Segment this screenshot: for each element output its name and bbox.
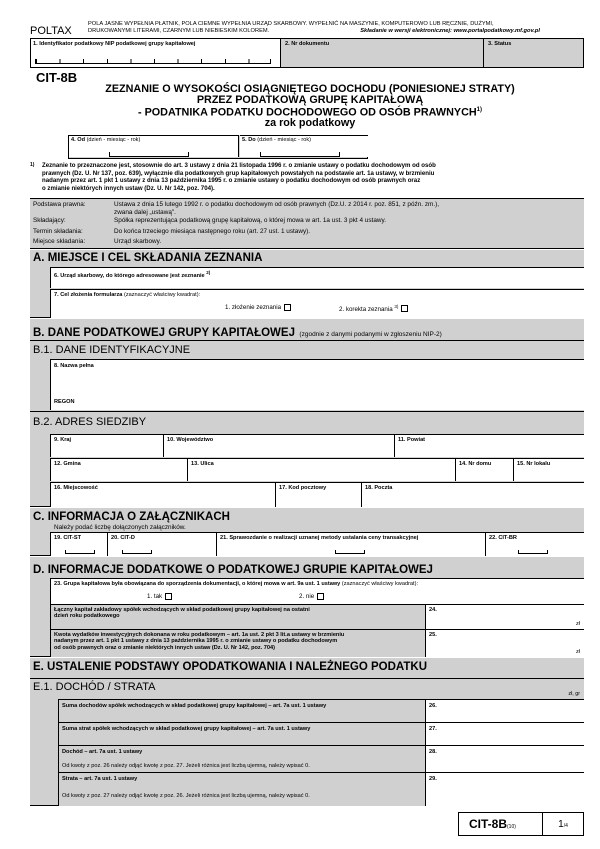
instructions-line-2: DRUKOWANYMI LITERAMI, CZARNYM LUB NIEBIESKIM KOLOREM.	[88, 28, 270, 34]
status-label: 3. Status	[488, 41, 512, 47]
footer-version: (10)	[507, 824, 516, 830]
nip-field[interactable]	[31, 39, 281, 67]
att-cit-br-field[interactable]	[486, 532, 584, 556]
street-label: 13. Ulica	[191, 461, 214, 467]
voivodeship-label: 10. Województwo	[167, 437, 214, 443]
q23-field	[50, 578, 584, 604]
section-c	[30, 508, 584, 556]
row28-hint: Od kwoty z poz. 26 należy odjąć kwotę z poz. 27. Jeżeli różnica jest liczbą ujemną, należy wpisać 0.	[62, 763, 310, 769]
status-field	[485, 39, 583, 67]
top-fields-frame	[30, 38, 584, 68]
att-transfer-price-comb	[335, 550, 365, 554]
poltax-logo: POLTAX	[30, 25, 72, 37]
form-title	[80, 84, 540, 129]
city-label: 16. Miejscowość	[54, 485, 98, 491]
title-line-3: - PODATNIKA PODATKU DOCHODOWEGO OD OSÓB PRAWNYCH$^{1)}$	[137, 106, 483, 119]
footnote-line-3: nadanym przez art. 1 pkt 1 ustawy z dnia 13 października 1995 r. o zmianie ustawy o podatku dochodowym od osób prawnych oraz	[42, 177, 421, 184]
att-cit-d-label: 20. CIT-D	[111, 535, 135, 541]
att-transfer-price-label: 21. Sprawozdanie o realizacji uznanej metody ustalania ceny transakcyjnej	[220, 535, 419, 541]
section-b-title: B. DANE PODATKOWEJ GRUPY KAPITAŁOWEJ	[33, 327, 295, 339]
form-code: CIT-8B	[36, 70, 78, 85]
place-value: Urząd skarbowy.	[114, 238, 162, 245]
title-line-4: za rok podatkowy	[264, 117, 356, 130]
post-office-label: 18. Poczta	[365, 485, 393, 491]
q23-no-label: 2. nie	[299, 593, 315, 600]
purpose-field	[50, 289, 584, 318]
header-instructions	[88, 21, 540, 35]
period-to-hint: (dzień - miesiąc - rok)	[257, 137, 312, 143]
q23-no-checkbox[interactable]	[317, 593, 324, 600]
period-to-label: 5. Do	[242, 137, 256, 143]
row27-value-field[interactable]	[426, 722, 584, 745]
option-correction-checkbox[interactable]	[401, 305, 408, 312]
option-correction[interactable]	[339, 304, 408, 313]
legal-info	[30, 198, 584, 249]
row28-value-field[interactable]	[426, 745, 584, 772]
row27-label-cell	[58, 722, 426, 745]
att-cit-st-field[interactable]	[50, 532, 108, 556]
q23-hint: (zaznaczyć właściwy kwadrat):	[341, 581, 419, 587]
row29-value-field[interactable]	[426, 772, 584, 806]
row28-label-cell	[58, 745, 426, 772]
row24-label-cell	[50, 604, 426, 629]
section-a-title: A. MIEJSCE I CEL SKŁADANIA ZEZNANIA	[33, 252, 263, 264]
q23-label: 23. Grupa kapitałowa była obowiązana do sporządzenia dokumentacji, o której mowa w art. 9a ust. 1 ustawy	[54, 581, 341, 587]
house-number-field[interactable]	[456, 458, 514, 481]
place-label: Miejsce składania:	[33, 238, 86, 245]
page-number	[543, 819, 583, 830]
county-field[interactable]	[395, 434, 584, 457]
full-name-field[interactable]	[50, 359, 584, 410]
section-e1-title: E.1. DOCHÓD / STRATA	[33, 681, 156, 693]
deadline-value: Do końca trzeciego miesiąca następnego roku (art. 27 ust. 1 ustawy).	[114, 228, 311, 235]
period-frame	[68, 135, 368, 159]
row29-number: 29.	[429, 776, 437, 782]
q23-yes-checkbox[interactable]	[165, 593, 172, 600]
section-b2-title: B.2. ADRES SIEDZIBY	[33, 416, 147, 428]
row27-label: Suma strat spółek wchodzących w skład podatkowej grupy kapitałowej – art. 7a ust. 1 ustawy	[62, 726, 311, 732]
att-cit-br-comb	[518, 550, 548, 554]
section-c-title: C. INFORMACJA O ZAŁĄCZNIKACH	[33, 511, 230, 523]
row29-hint: Od kwoty z poz. 27 należy odjąć kwotę z poz. 26. Jeżeli różnica jest liczbą ujemną, należy wpisać 0.	[62, 793, 310, 799]
postcode-field[interactable]	[276, 482, 362, 507]
county-label: 11. Powiat	[398, 437, 426, 443]
commune-field[interactable]	[50, 458, 188, 481]
row25-value-field[interactable]	[426, 629, 584, 657]
page-current: 1	[558, 818, 564, 830]
row29-label-cell	[58, 772, 426, 806]
q23-option-yes[interactable]	[147, 593, 172, 600]
row26-value-field[interactable]	[426, 699, 584, 722]
b2-divider	[30, 411, 584, 412]
basis-label: Podstawa prawna:	[33, 201, 86, 208]
section-b	[30, 319, 584, 507]
att-cit-br-label: 22. CIT-BR	[489, 535, 517, 541]
filer-value: Spółka reprezentująca podatkową grupę kapitałową, o której mowa w art. 1a ust. 3 pkt 4 ustawy.	[114, 217, 386, 224]
row26-label: Suma dochodów spółek wchodzących w skład podatkowej grupy kapitałowej – art. 7a ust. 1 ustawy	[62, 703, 327, 709]
filer-label: Składający:	[33, 217, 66, 224]
period-from-field[interactable]	[69, 135, 239, 157]
tax-office-label: 6. Urząd skarbowy, do którego adresowane jest zeznanie	[54, 272, 205, 279]
row24-number: 24.	[429, 607, 437, 613]
row24-label-line-1: Łączny kapitał zakładowy spółek wchodzących w skład podatkowej grupy kapitałowej na ostatni	[54, 607, 310, 613]
full-name-label: 8. Nazwa pełna	[54, 363, 94, 369]
postcode-label: 17. Kod pocztowy	[279, 485, 327, 491]
period-to-field[interactable]	[240, 135, 368, 157]
row28-number: 28.	[429, 749, 437, 755]
row24-currency: zł	[575, 621, 580, 627]
b1-divider	[30, 340, 584, 341]
row25-number: 25.	[429, 632, 437, 638]
basis-value-line-2: zwana dalej „ustawą".	[114, 209, 176, 216]
nip-comb	[35, 59, 271, 64]
post-office-field[interactable]	[362, 482, 584, 507]
page-total: /4	[563, 822, 568, 829]
title-footnote-ref: 1)	[476, 107, 483, 113]
att-cit-st-label: 19. CIT-ST	[54, 535, 82, 541]
row26-number: 26.	[429, 703, 437, 709]
street-field[interactable]	[188, 458, 456, 481]
tax-office-footnote-ref: 2)	[206, 270, 211, 275]
voivodeship-field[interactable]	[164, 434, 395, 457]
period-from-label: 4. Od	[71, 137, 85, 143]
row26-label-cell	[58, 699, 426, 722]
section-b-note: (zgodnie z danymi podanymi w zgłoszeniu NIP-2)	[299, 331, 442, 338]
footer-form-code	[459, 813, 543, 835]
att-cit-d-field[interactable]	[108, 532, 217, 556]
row29-label: Strata – art. 7a ust. 1 ustawy	[62, 776, 138, 782]
row25-label-line-1: Kwota wydatków inwestycyjnych dokonana w roku podatkowym – art. 1a ust. 2 pkt 3 lit.a ustawy w brzmieniu	[54, 632, 345, 638]
footnote-line-2: prawnych (Dz. U. Nr 137, poz. 639), wyłącznie dla podatkowych grup kapitałowych powstałych na podstawie art. 1a ustawy, w brzmieniu	[42, 169, 435, 177]
footnote-line-1: Zeznanie to przeznaczone jest, stosownie do art. 3 ustawy z dnia 21 listopada 1996 r. o zmianie ustawy o podatku dochodowym od osób	[42, 162, 436, 169]
document-number-label: 2. Nr dokumentu	[285, 41, 330, 47]
purpose-hint: (zaznaczyć właściwy kwadrat):	[123, 292, 201, 298]
att-cit-st-comb	[65, 550, 95, 554]
row27-number: 27.	[429, 726, 437, 732]
house-number-label: 14. Nr domu	[459, 461, 492, 467]
section-b-header	[33, 323, 442, 341]
section-b1-title: B.1. DANE IDENTYFIKACYJNE	[33, 344, 191, 356]
period-from-hint: (dzień - miesiąc - rok)	[86, 137, 141, 143]
option-filing-checkbox[interactable]	[284, 304, 291, 311]
section-e-title: E. USTALENIE PODSTAWY OPODATKOWANIA I NALEŻNEGO PODATKU	[33, 661, 427, 673]
document-number-field	[282, 39, 484, 67]
instructions-line-1: POLA JASNE WYPEŁNIA PŁATNIK, POLA CIEMNE WYPEŁNIA URZĄD SKARBOWY. WYPEŁNIĆ NA MASZYNIE, KOMPUTEROWO LUB RĘCZNIE, DUŻYMI,	[88, 21, 494, 27]
city-field[interactable]	[50, 482, 276, 507]
electronic-filing-note: Składanie w wersji elektronicznej: www.portalpodatkowy.mf.gov.pl	[360, 28, 540, 34]
flat-number-field[interactable]	[514, 458, 584, 481]
purpose-label: 7. Cel złożenia formularza	[54, 292, 123, 298]
tax-office-field[interactable]	[50, 267, 584, 288]
period-from-comb	[109, 152, 189, 157]
row25-label-line-2: nadanym przez art. 1 pkt 1 ustawy z dnia 13 października 1995 r. o zmianie ustawy o podatku dochodowym	[54, 638, 338, 645]
row24-value-field[interactable]	[426, 604, 584, 629]
basis-value-line-1: Ustawa z dnia 15 lutego 1992 r. o podatku dochodowym od osób prawnych (Dz.U. z 2014 r. poz. 851, z późn. zm.),	[114, 201, 440, 208]
footnote	[30, 162, 584, 192]
title-line-1: ZEZNANIE O WYSOKOŚCI OSIĄGNIĘTEGO DOCHODU (PONIESIONEJ STRATY)	[105, 83, 515, 95]
row28-label: Dochód – art. 7a ust. 1 ustawy	[62, 749, 143, 755]
section-d-title: D. INFORMACJE DODATKOWE O PODATKOWEJ GRUPIE KAPITAŁOWEJ	[33, 564, 433, 576]
row25-label-line-3: od osób prawnych oraz o zmianie niektórych innych ustaw (Dz. U. Nr 142, poz. 704)	[54, 644, 275, 651]
footnote-marker: 1)	[30, 162, 35, 168]
section-e	[30, 658, 584, 806]
att-transfer-price-field[interactable]	[217, 532, 486, 556]
row25-currency: zł	[575, 649, 580, 655]
row24-label-line-2: dzień roku podatkowego	[54, 613, 120, 620]
option-filing[interactable]	[225, 304, 291, 311]
footnote-line-4: o zmianie niektórych innych ustaw (Dz. U. Nr 142, poz. 704).	[42, 184, 215, 192]
basis-value	[114, 201, 439, 217]
footer-form-code-box	[458, 812, 584, 836]
e1-divider	[30, 678, 584, 679]
section-c-subtitle: Należy podać liczbę dołączonych załączników.	[54, 524, 186, 531]
deadline-label: Termin składania:	[33, 228, 83, 235]
regon-label: REGON	[54, 399, 75, 405]
option-correction-label: 2. korekta zeznania $^{3)}$	[339, 304, 399, 314]
flat-number-label: 15. Nr lokalu	[517, 461, 551, 467]
period-to-comb	[260, 152, 340, 157]
att-cit-d-comb	[122, 550, 152, 554]
section-d	[30, 557, 584, 657]
title-line-2: PRZEZ PODATKOWĄ GRUPĘ KAPITAŁOWĄ	[196, 93, 424, 106]
q23-option-no[interactable]	[299, 593, 324, 600]
row25-label-cell	[50, 629, 426, 657]
section-a	[30, 250, 584, 318]
nip-label: 1. Identyfikator podatkowy NIP podatkowej grupy kapitałowej	[33, 41, 196, 47]
commune-label: 12. Gmina	[54, 461, 81, 467]
country-label: 9. Kraj	[54, 437, 72, 443]
option-filing-label: 1. złożenie zeznania	[225, 304, 282, 311]
footer-code-text: CIT-8B	[469, 817, 508, 831]
country-field[interactable]	[50, 434, 164, 457]
q23-yes-label: 1. tak	[147, 593, 163, 600]
e1-unit: zł, gr	[568, 691, 580, 697]
